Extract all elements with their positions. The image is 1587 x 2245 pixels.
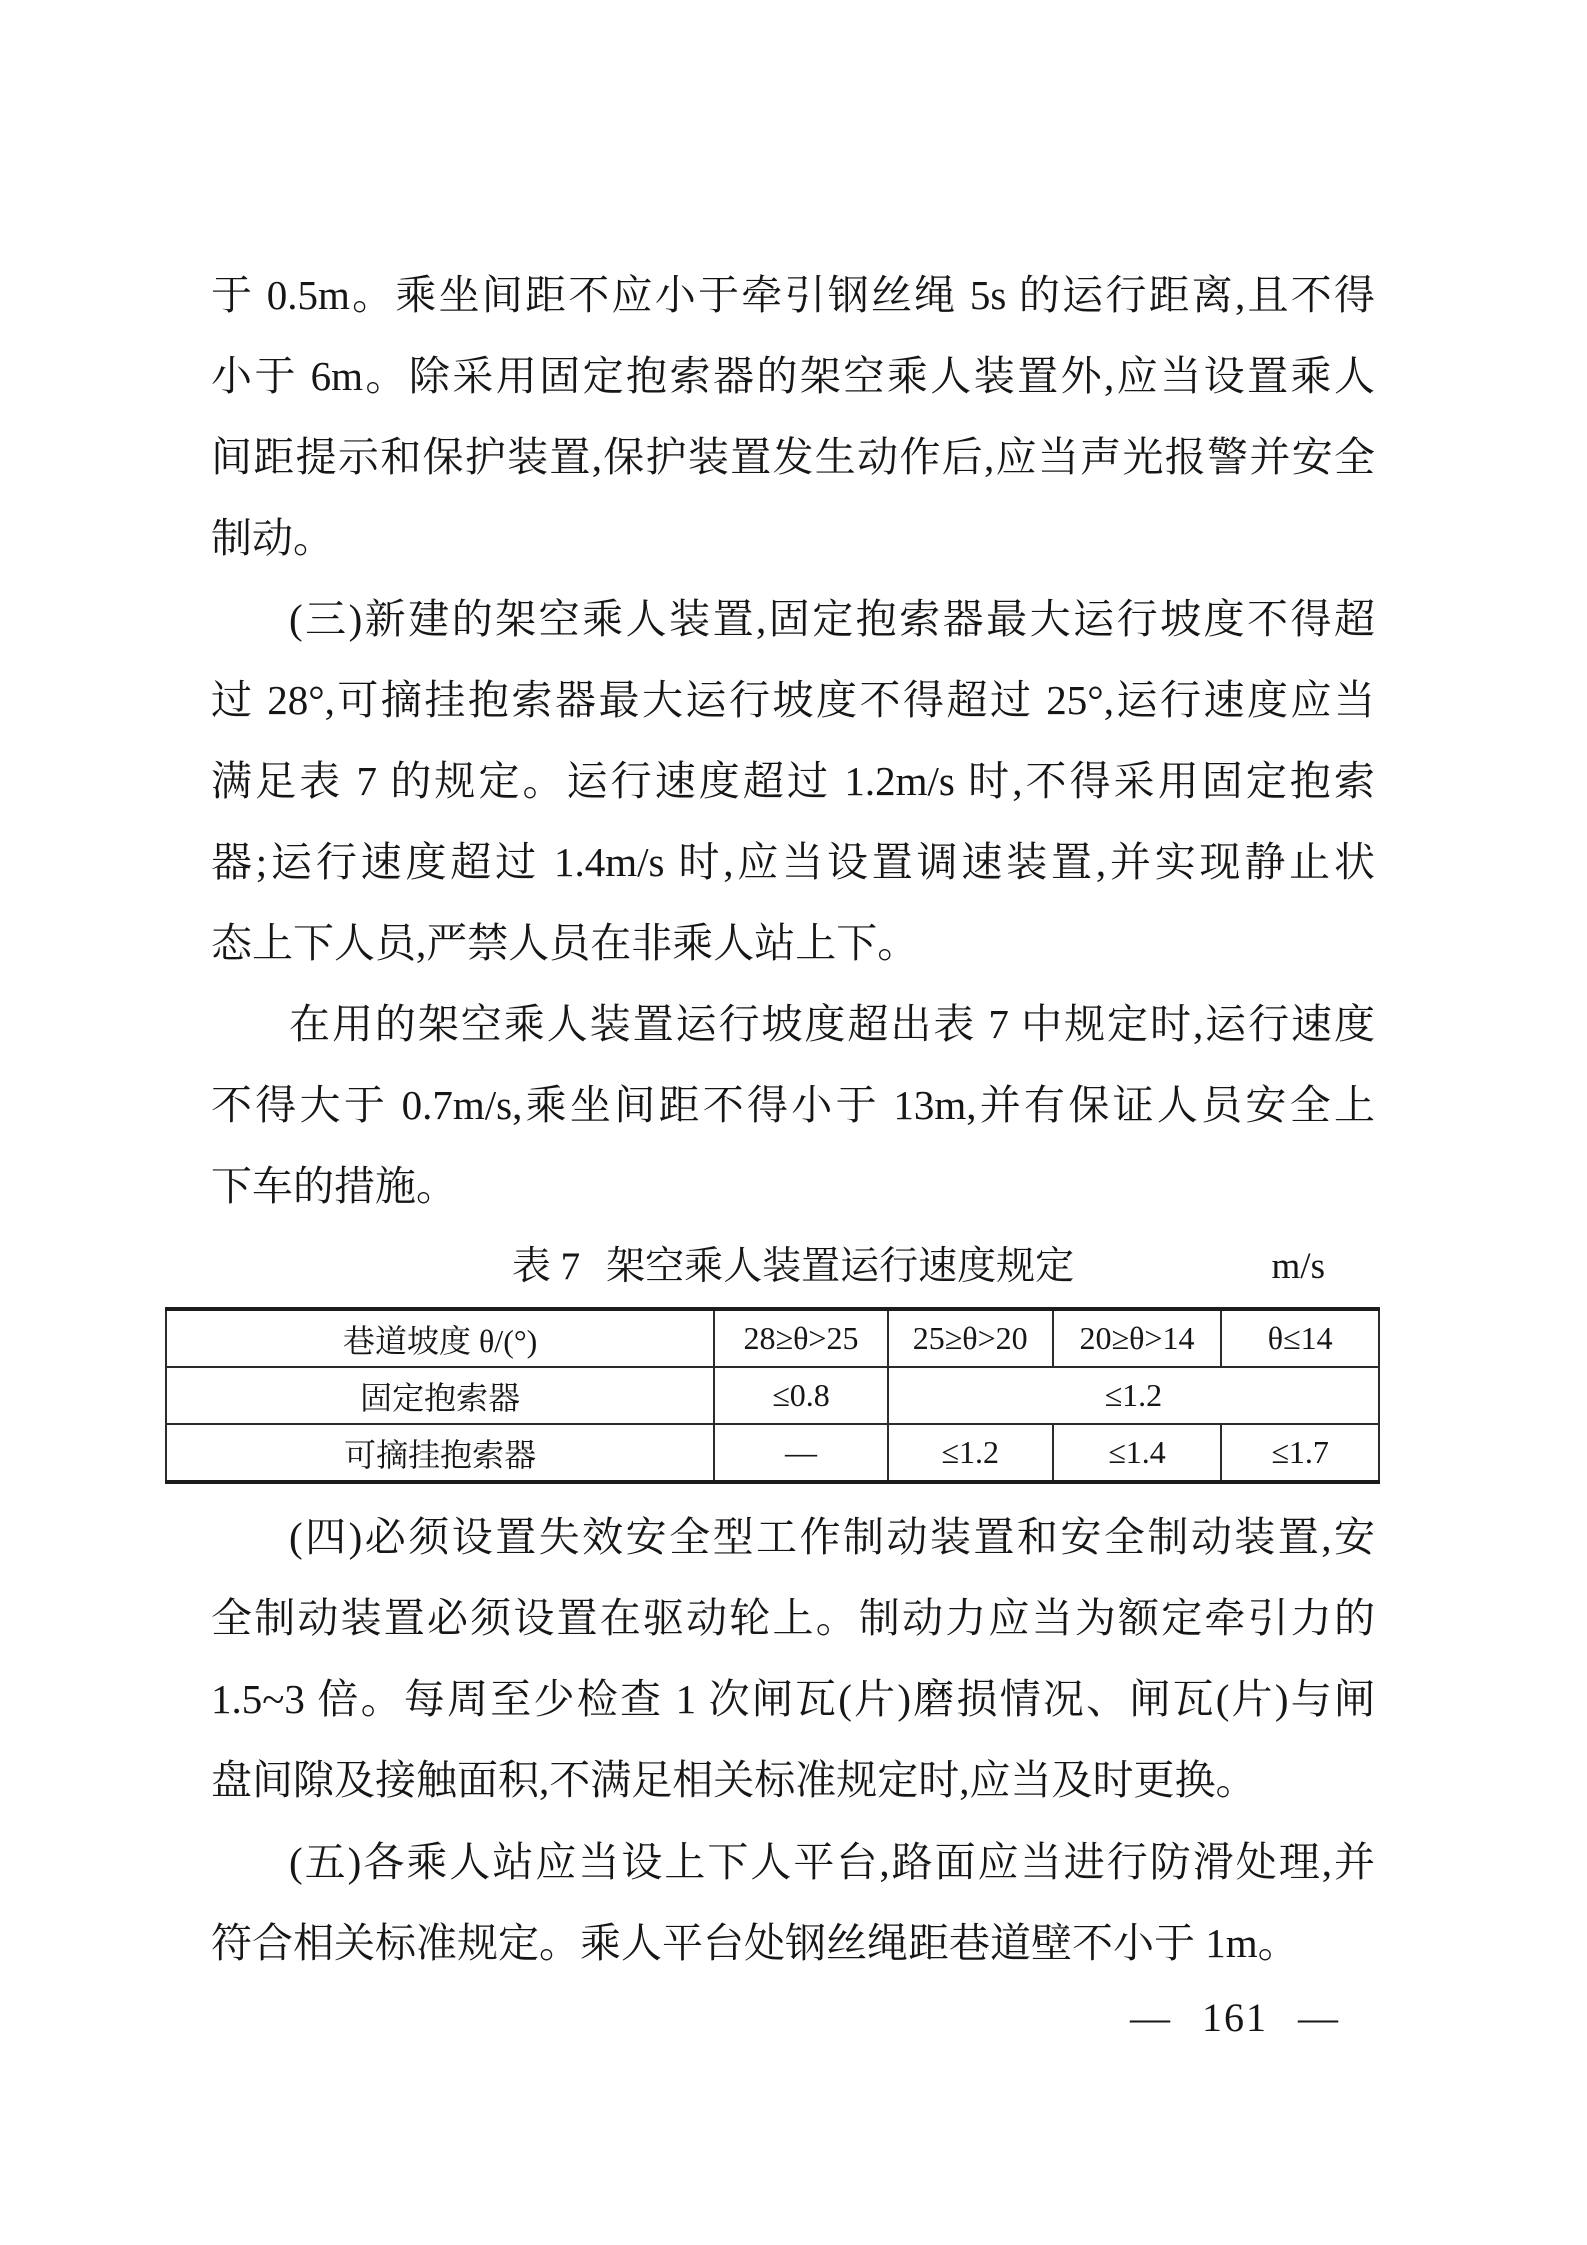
body-line: 间距提示和保护装置,保护装置发生动作后,应当声光报警并安全 (211, 434, 1375, 480)
body-line: 下车的措施。 (211, 1163, 457, 1209)
body-line: 过 28°,可摘挂抱索器最大运行坡度不得超过 25°,运行速度应当 (211, 677, 1375, 723)
table-caption-label: 表 7 (511, 1245, 581, 1288)
header-cell-range3: 20≥θ>14 (1053, 1309, 1222, 1367)
body-line: 满足表 7 的规定。运行速度超过 1.2m/s 时,不得采用固定抱索 (211, 758, 1375, 804)
body-line: 不得大于 0.7m/s,乘坐间距不得小于 13m,并有保证人员安全上 (211, 1082, 1375, 1128)
value-cell: ≤1.7 (1221, 1424, 1379, 1482)
body-line: 态上下人员,严禁人员在非乘人站上下。 (211, 920, 919, 966)
body-line: 器;运行速度超过 1.4m/s 时,应当设置调速装置,并实现静止状 (211, 839, 1375, 885)
body-line: 小于 6m。除采用固定抱索器的架空乘人装置外,应当设置乘人 (211, 353, 1375, 399)
body-line: 符合相关标准规定。乘人平台处钢丝绳距巷道壁不小于 1m。 (211, 1920, 1299, 1966)
value-cell-merged: ≤1.2 (888, 1367, 1379, 1424)
value-cell: ≤0.8 (714, 1367, 887, 1424)
body-line: (三)新建的架空乘人装置,固定抱索器最大运行坡度不得超 (289, 596, 1375, 642)
value-cell: ≤1.2 (888, 1424, 1053, 1482)
body-text-block-1 (211, 255, 1375, 1227)
table-caption-title: 架空乘人装置运行速度规定 (606, 1245, 1075, 1288)
table-header-row (166, 1309, 1379, 1367)
body-line: 制动。 (211, 515, 334, 561)
table-unit-label: m/s (1271, 1246, 1325, 1287)
body-line: 在用的架空乘人装置运行坡度超出表 7 中规定时,运行速度 (289, 1001, 1375, 1047)
table-row (166, 1424, 1379, 1482)
page-number: — 161 — (1130, 1995, 1340, 2040)
body-line: 全制动装置必须设置在驱动轮上。制动力应当为额定牵引力的 (211, 1595, 1375, 1641)
header-cell-range2: 25≥θ>20 (888, 1309, 1053, 1367)
body-text-block-2 (211, 1497, 1375, 1821)
header-cell-range1: 28≥θ>25 (714, 1309, 887, 1367)
body-text-block-3 (211, 1822, 1375, 1984)
row-label-detachable-grip: 可摘挂抱索器 (166, 1424, 714, 1482)
body-line: (四)必须设置失效安全型工作制动装置和安全制动装置,安 (289, 1514, 1375, 1560)
value-cell: — (714, 1424, 887, 1482)
body-line: 盘间隙及接触面积,不满足相关标准规定时,应当及时更换。 (211, 1757, 1257, 1803)
body-line: (五)各乘人站应当设上下人平台,路面应当进行防滑处理,并 (289, 1839, 1375, 1885)
body-line: 1.5~3 倍。每周至少检查 1 次闸瓦(片)磨损情况、闸瓦(片)与闸 (211, 1676, 1375, 1722)
value-cell: ≤1.4 (1053, 1424, 1222, 1482)
header-cell-slope: 巷道坡度 θ/(°) (166, 1309, 714, 1367)
header-cell-range4: θ≤14 (1221, 1309, 1379, 1367)
table-caption (211, 1227, 1375, 1307)
body-line: 于 0.5m。乘坐间距不应小于牵引钢丝绳 5s 的运行距离,且不得 (211, 272, 1375, 318)
row-label-fixed-grip: 固定抱索器 (166, 1367, 714, 1424)
table-row (166, 1367, 1379, 1424)
speed-spec-table (165, 1307, 1380, 1484)
